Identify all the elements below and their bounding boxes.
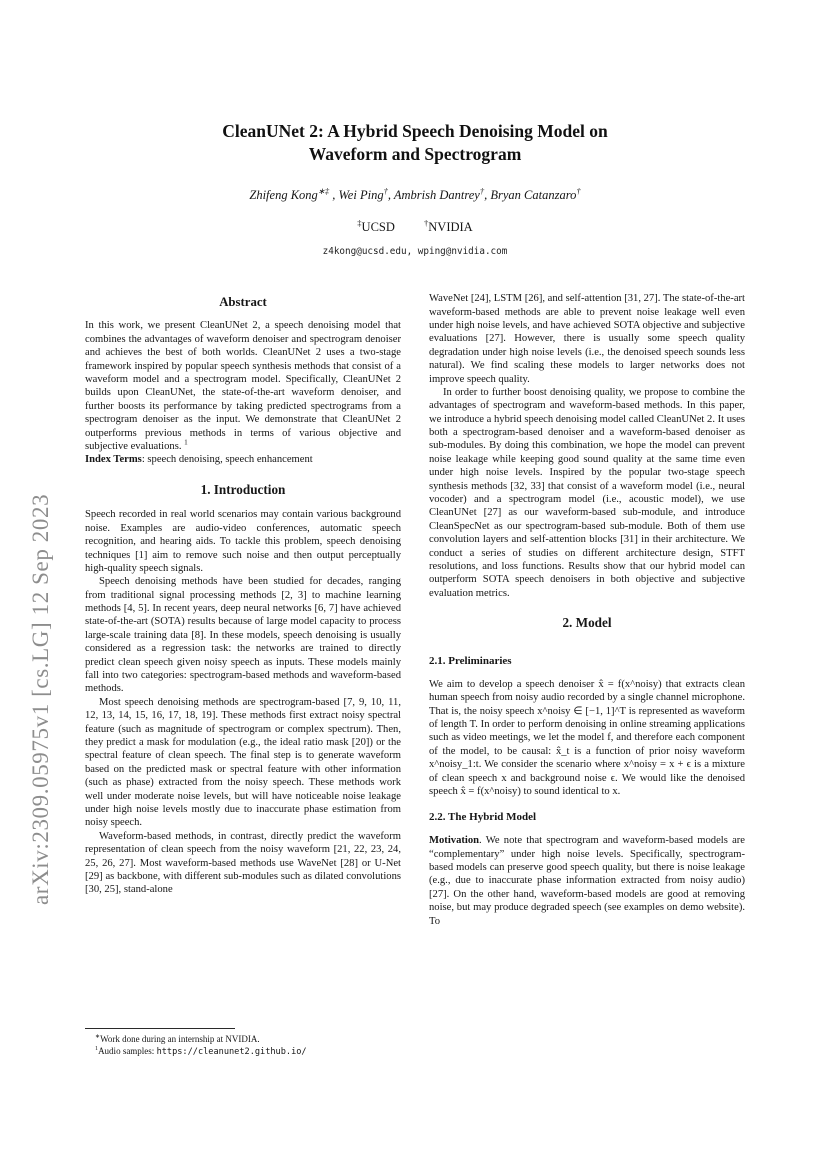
affiliation-ucsd (357, 220, 395, 234)
title-block (85, 120, 745, 257)
footnote-internship-marker: ∗ (95, 1034, 101, 1041)
section-2-2-heading: 2.2. The Hybrid Model (429, 811, 537, 824)
affiliation-nvidia-marker: † (424, 218, 429, 229)
footnote-block (85, 1028, 401, 1058)
abstract-body: In this work, we present CleanUNet 2, a speech denoising model that combines the advantages of waveform denoiser and spectrogram denoiser and achieves the best of both worlds. CleanUNet 2 uses a two-stage framework inspired by popular speech synthesis methods that consist of a waveform model and a spectrogram model. Specifically, CleanUNet 2 builds upon CleanUNet, the state-of-the-art waveform denoiser, and further boosts its performance by taking predicted spectrograms from a spectrogram denoiser as the input. We demonstrate that CleanUNet 2 outperforms previous methods in terms of various objective and subjective evaluations. (85, 320, 401, 452)
paper-content (85, 0, 745, 1058)
arxiv-watermark-label: arXiv:2309.05975v1 [cs.LG] 12 Sep 2023 (28, 493, 53, 905)
abstract-footnote-ref: 1 (184, 438, 188, 447)
author-3 (394, 188, 491, 202)
preliminaries-paragraph: We aim to develop a speech denoiser x̂ = f(x^noisy) that extracts clean human speech from noisy audio recorded by a single channel microphone. That is, the noisy speech x^noisy ∈ [−1, 1]^T is represented as waveform of length T. In order to perform denoising in online streaming applications such as video meetings, we let the model f, and therefore each component of the model, to be causal: x̂_t is a function of prior noisy waveform x^noisy_1:t. We consider the scenario where x^noisy = x + ϵ is a mixture of clean speech x and background noise ϵ. We would like the denoised speech x̂ = f(x^noisy) to sound identical to x. (429, 678, 745, 797)
abstract-heading: Abstract (219, 295, 267, 310)
affiliation-ucsd-marker: ‡ (357, 218, 362, 229)
section-2-1-heading: 2.1. Preliminaries (429, 654, 512, 667)
hybrid-proposal-paragraph: In order to further boost denoising quality, we propose to combine the advantages of spectrogram and waveform-based methods. In this paper, we introduce a hybrid speech denoising model called CleanUNet 2. It uses both a spectrogram-based denoiser and a waveform-based denoiser as sub-modules. By doing this combination, we hope the model can prevent noise leakage while keeping good sound quality at the same time even under high noise levels. Inspired by the popular two-stage speech synthesis methods [32, 33] that consist of a waveform model (i.e., neural vocoder) and a spectrogram model (i.e., acoustic model), we use CleanUNet [27] as our waveform-based sub-module, and introduce CleanSpecNet as our spectrogram-based sub-module. Both of them use convolution layers and self-attention blocks [31] in their architecture. We conduct a series of studies on different architecture design, STFT resolutions, and loss functions. Results show that our hybrid model can outperform SOTA speech denoisers in both objective and subjective evaluation metrics. (429, 386, 745, 599)
author-1 (249, 188, 338, 202)
footnote-internship-text: Work done during an internship at NVIDIA. (100, 1034, 260, 1045)
motivation-body: . We note that spectrogram and waveform-based models are “complementary” under high noise levels. Specifically, spectrogram-based models can preserve good speech quality, but there is noise leakage (e.g., due to inaccurate phase information extracted from noisy audio) [27]. On the other hand, waveform-based models are good at removing noise, but may produce degraded speech (see examples on demo website). To (429, 835, 745, 927)
index-terms-body: : speech denoising, speech enhancement (141, 454, 313, 466)
paper-title-line1: CleanUNet 2: A Hybrid Speech Denoising Model on (222, 121, 608, 141)
footnote-internship (85, 1034, 401, 1046)
paper-title (85, 120, 745, 166)
motivation-paragraph (429, 834, 745, 928)
section-2-heading: 2. Model (562, 615, 612, 631)
affiliation-nvidia-name: NVIDIA (428, 220, 473, 235)
author-2-name: Wei Ping (338, 188, 384, 203)
author-4 (490, 188, 580, 202)
intro-paragraph-3: Most speech denoising methods are spectrogram-based [7, 9, 10, 11, 12, 13, 14, 15, 16, 17, 18, 19]. These methods first extract noisy spectral feature (such as magnitude of spectrogram or complex spectrum). Then, they predict a mask for modulation (e.g., the ideal ratio mask [20]) or the spectral feature of clean speech. The final step is to generate waveform based on the predicted mask or spectral feature with other information (such as phase) extracted from the noisy speech. These methods work well under moderate noise levels, but will have noticeable noise leakage under high noise levels mostly due to inaccurate phase estimation from noisy speech. (85, 696, 401, 829)
right-column (429, 292, 745, 1058)
footnote-rule (85, 1028, 235, 1029)
index-terms-line (85, 453, 401, 466)
author-emails: z4kong@ucsd.edu, wping@nvidia.com (322, 246, 508, 258)
two-column-body (85, 292, 745, 1058)
author-separator: , (329, 188, 339, 203)
affiliation-ucsd-name: UCSD (361, 220, 395, 235)
motivation-label: Motivation (429, 835, 480, 847)
intro-paragraph-1: Speech recorded in real world scenarios may contain various background noise. Examples are audio-video conferences, automatic speech recognition, and hearing aids. To tackle this problem, speech denoising techniques [1] aim to remove such noise and then output perceptually high-quality speech signals. (85, 509, 401, 574)
author-2 (339, 188, 394, 202)
author-1-marker: ∗‡ (317, 186, 330, 197)
author-4-name: Bryan Catanzaro (490, 188, 577, 203)
continuation-paragraph: WaveNet [24], LSTM [26], and self-attention [31, 27]. The state-of-the-art waveform-based methods are able to prevent noise leakage well even under high noise levels, and have achieved SOTA objective and subjective evaluations [27]. However, there is usually some speech quality degradation under high noise levels (i.e., the denoised speech sounds less natural). We find scaling these models to larger networks does not improve speech quality. (429, 293, 745, 385)
footnote-audio-samples (85, 1046, 401, 1058)
affiliations-line (85, 220, 745, 235)
abstract-paragraph (85, 319, 401, 453)
index-terms-label: Index Terms (85, 454, 142, 466)
author-3-marker: † (479, 186, 485, 197)
author-3-name: Ambrish Dantrey (393, 188, 480, 203)
paper-title-line2: Waveform and Spectrogram (308, 144, 522, 165)
left-column (85, 292, 401, 1058)
authors-line (85, 188, 745, 203)
affiliation-nvidia (424, 220, 473, 234)
author-2-marker: † (383, 186, 388, 197)
footnote-audio-samples-text: Audio samples: (98, 1046, 157, 1057)
author-separator: , (484, 188, 491, 203)
intro-paragraph-2: Speech denoising methods have been studied for decades, ranging from traditional signal processing methods [2, 3] to machine learning methods [4, 5]. In recent years, deep neural networks [6, 7] have achieved state-of-the-art (SOTA) results because of large model capacity to process large-scale training data [8]. In these models, speech denoising is usually considered as a regression task: the networks are trained to directly predict clean speech given noisy speech as inputs. These models mainly fall into two categories: spectrogram-based methods and waveform-based methods. (85, 576, 401, 695)
author-separator: , (387, 188, 394, 203)
section-1-heading: 1. Introduction (200, 481, 286, 497)
audio-samples-url-link[interactable]: https://cleanunet2.github.io/ (156, 1047, 307, 1058)
footnote-audio-samples-marker: 1 (95, 1046, 99, 1053)
author-1-name: Zhifeng Kong (249, 188, 318, 203)
author-4-marker: † (576, 186, 581, 197)
intro-paragraph-4: Waveform-based methods, in contrast, directly predict the waveform representation of clean speech from the noisy waveform [21, 22, 23, 24, 25, 26, 27]. Most waveform-based methods use WaveNet [28] or U-Net [29] as backbone, with different sub-modules such as dilated convolutions [30, 25], stand-alone (85, 830, 401, 896)
